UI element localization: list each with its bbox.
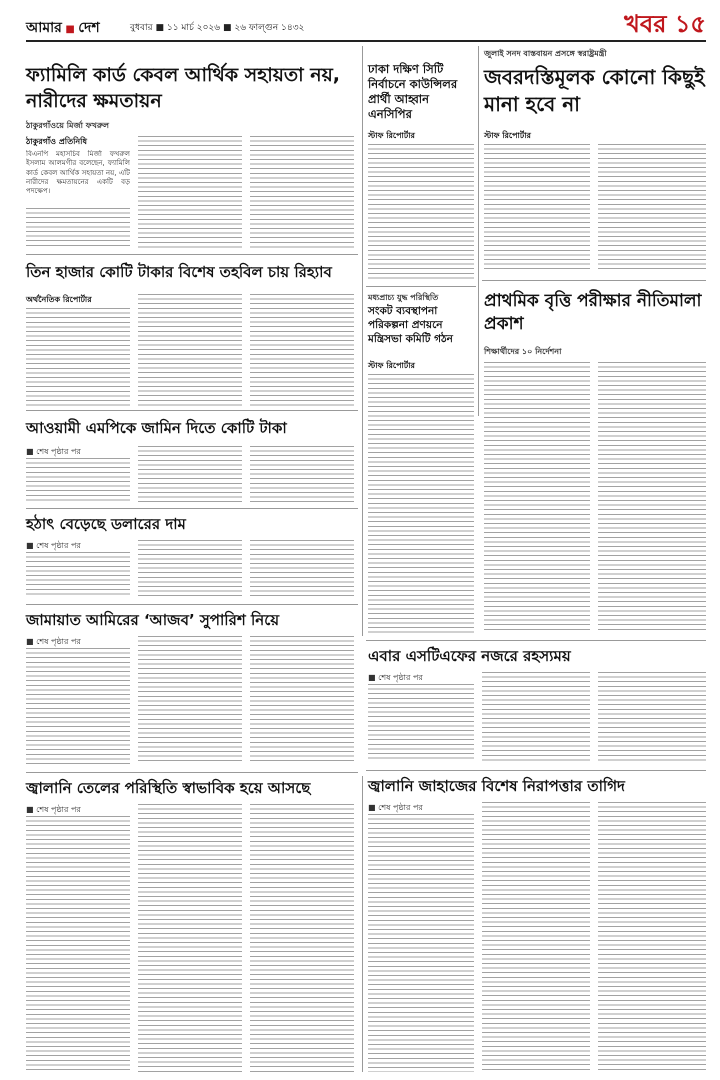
body-family-card-2: [138, 136, 242, 248]
body-fuel-3: [250, 804, 354, 1072]
headline-family-card: ফ্যামিলি কার্ড কেবল আর্থিক সহায়তা নয়, নারীদের ক্ষমতায়ন: [26, 64, 341, 112]
col-divider-c: [362, 416, 363, 636]
rule-fuel-top: [26, 772, 358, 773]
byline-budget: স্টাফ রিপোর্টার: [368, 361, 415, 370]
body-dhaka-south: [368, 144, 474, 280]
body-ship-3: [598, 802, 706, 1072]
headline-ship: জ্বালানি জাহাজের বিশেষ নিরাপত্তার তাগিদ: [368, 777, 625, 795]
lead-family-card: বিএনপি মহাসচিব মির্জা ফখরুল ইসলাম আলমগীর বলেছেন, ফ্যামিলি কার্ড কেবল আর্থিক সহায়তা নয়, এটি নারীদের ক্ষমতায়নের একটি বড় পদক্ষেপ।: [26, 150, 130, 196]
kicker-budget: মধ্যপ্রাচ্য যুদ্ধ পরিস্থিতি: [368, 293, 439, 302]
headline-primary: প্রাথমিক বৃত্তি পরীক্ষার নীতিমালা প্রকাশ: [484, 291, 702, 334]
byline-stf: ■ শেষ পৃষ্ঠার পর: [368, 673, 423, 682]
masthead: [26, 6, 706, 40]
rule-budget-top: [366, 286, 476, 287]
page-number: ১৫: [674, 10, 706, 38]
body-stf-1: [368, 684, 474, 762]
byline-ship: ■ শেষ পৃষ্ঠার পর: [368, 803, 423, 812]
body-rihab-1: [26, 308, 130, 406]
headline-jamaat: জামায়াত আমিরের ‘আজব’ সুপারিশ নিয়ে: [26, 611, 280, 629]
body-jamaat-2: [138, 636, 242, 764]
rule-ship-top: [366, 770, 706, 771]
byline-dhaka-south: স্টাফ রিপোর্টার: [368, 131, 415, 140]
masthead-rule: [26, 40, 706, 42]
brand-right: দেশ: [78, 20, 100, 36]
byline-awami: ■ শেষ পৃষ্ঠার পর: [26, 447, 81, 456]
kicker-july-charter: জুলাই সনদ বাস্তবায়ন প্রসঙ্গে স্বরাষ্ট্রমন্ত্রী: [484, 49, 607, 58]
body-jamaat-1: [26, 648, 130, 764]
body-rihab-3: [250, 294, 354, 406]
body-family-card-1: [26, 208, 130, 248]
body-awami-2: [138, 446, 242, 502]
rule-primary-top: [482, 280, 706, 281]
headline-dollar: হঠাৎ বেড়েছে ডলারের দাম: [26, 515, 186, 533]
headline-budget: সংকট ব্যবস্থাপনা পরিকল্পনা প্রণয়নে মন্ত্রিসভা কমিটি গঠন: [368, 305, 453, 345]
body-awami-3: [250, 446, 354, 502]
body-ship-1: [368, 814, 474, 1072]
rule-jamaat-top: [26, 604, 358, 605]
byline-rihab: অর্থনৈতিক রিপোর্টার: [26, 295, 92, 304]
rule-dollar-top: [26, 508, 358, 509]
byline-primary: শিক্ষার্থীদের ১০ নির্দেশনা: [484, 347, 562, 356]
body-primary-2: [598, 362, 706, 632]
headline-stf: এবার এসটিএফের নজরে রহস্যময়: [368, 647, 571, 665]
rule-stf-top: [366, 640, 706, 641]
rule-awami-top: [26, 410, 358, 411]
headline-awami: আওয়ামী এমপিকে জামিন দিতে কোটি টাকা: [26, 419, 287, 437]
byline-july-charter: স্টাফ রিপোর্টার: [484, 131, 531, 140]
body-dollar-1: [26, 552, 130, 596]
body-rihab-2: [138, 294, 242, 406]
body-ship-2: [482, 802, 590, 1072]
byline-jamaat: ■ শেষ পৃষ্ঠার পর: [26, 637, 81, 646]
section-name: খবর: [624, 10, 667, 38]
byline-family-card: ঠাকুরগাঁও প্রতিনিধি: [26, 137, 87, 146]
body-dollar-3: [250, 540, 354, 596]
body-fuel-1: [26, 816, 130, 1072]
col-divider-a: [362, 46, 363, 416]
body-jamaat-3: [250, 636, 354, 764]
brand-left: আমার: [26, 20, 62, 36]
byline-fuel: ■ শেষ পৃষ্ঠার পর: [26, 805, 81, 814]
body-primary-1: [484, 362, 590, 632]
body-stf-2: [482, 672, 590, 762]
headline-fuel: জ্বালানি তেলের পরিস্থিতি স্বাভাবিক হয়ে আসছে: [26, 779, 311, 797]
col-divider-b: [478, 46, 479, 416]
body-stf-3: [598, 672, 706, 762]
brand-logo: আমার ■ দেশ: [26, 20, 100, 36]
issue-date: বুধবার ■ ১১ মার্চ ২০২৬ ■ ২৬ ফাল্গুন ১৪৩২: [130, 23, 305, 33]
subhead-family-card: ঠাকুরগাঁওয়ে মির্জা ফখরুল: [26, 121, 109, 130]
body-budget: [368, 374, 474, 634]
body-awami-1: [26, 458, 130, 502]
rule-rihab-top: [26, 254, 358, 255]
headline-dhaka-south: ঢাকা দক্ষিণ সিটি নির্বাচনে কাউন্সিলর প্রার্থী আহ্বান এনসিপির: [368, 62, 458, 121]
body-fuel-2: [138, 804, 242, 1072]
byline-dollar: ■ শেষ পৃষ্ঠার পর: [26, 541, 81, 550]
headline-july-charter: জবরদস্তিমূলক কোনো কিছুই মানা হবে না: [484, 65, 705, 116]
headline-rihab: তিন হাজার কোটি টাকার বিশেষ তহবিল চায় রিহ্যাব: [26, 263, 332, 281]
body-july-charter-2: [598, 144, 706, 270]
body-july-charter-1: [484, 144, 590, 270]
body-dollar-2: [138, 540, 242, 596]
body-family-card-3: [250, 136, 354, 248]
col-divider-d: [362, 776, 363, 1072]
